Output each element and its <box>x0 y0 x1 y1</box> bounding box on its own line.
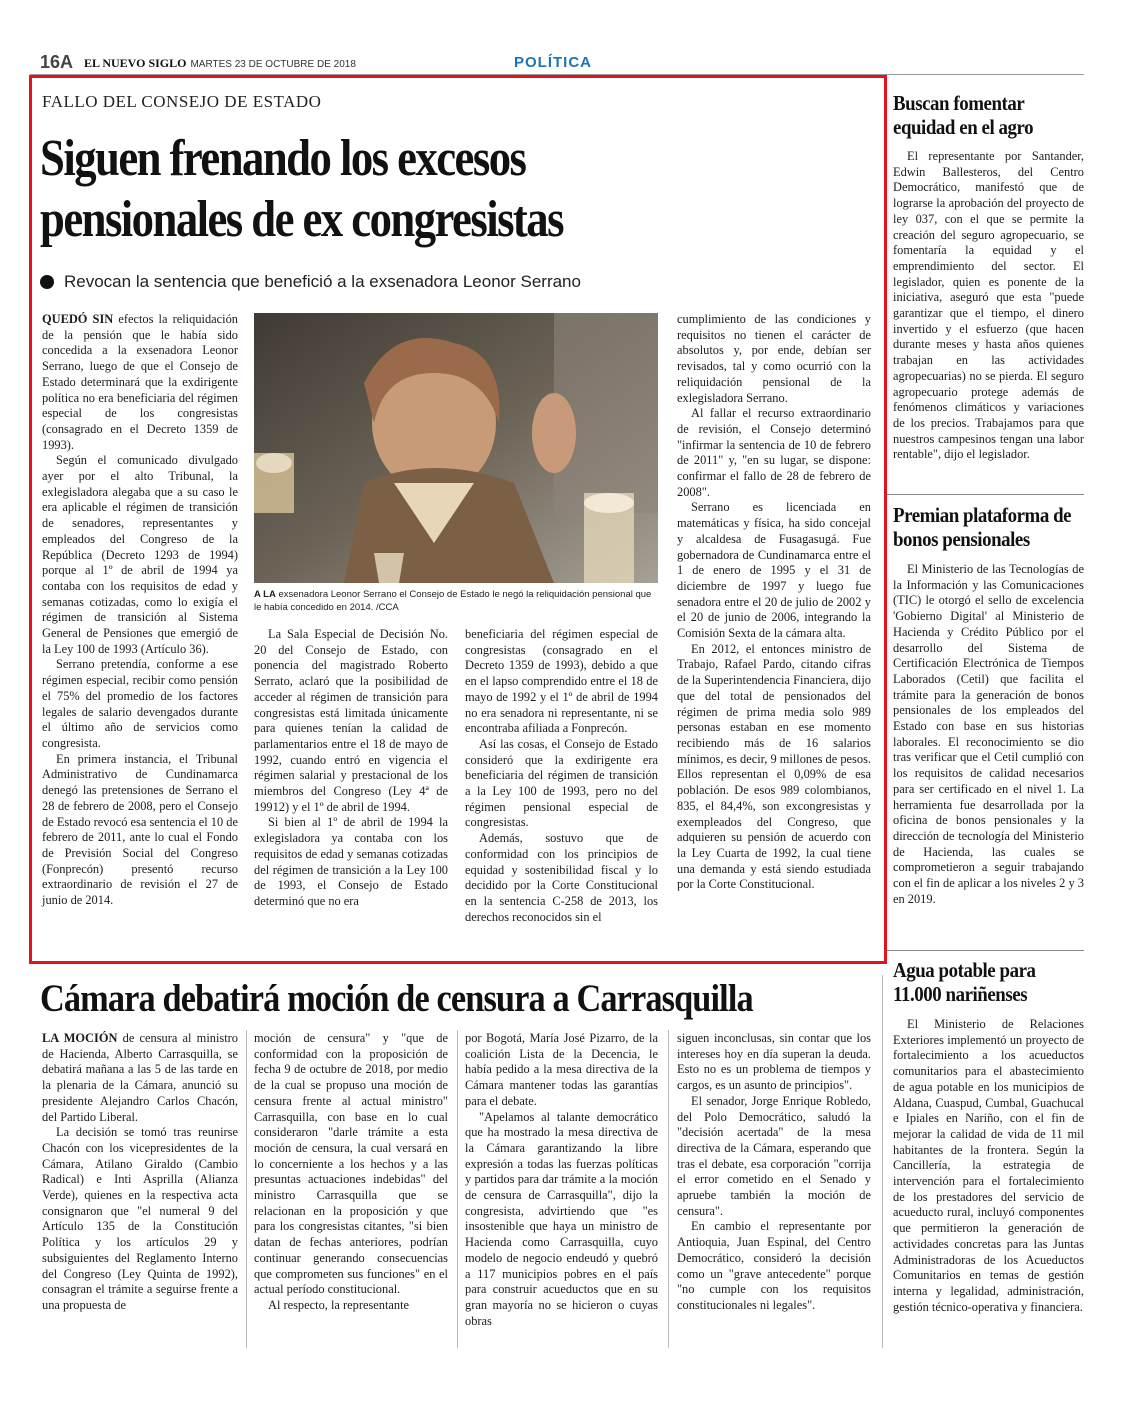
photo-illustration <box>254 313 658 583</box>
paragraph: por Bogotá, María José Pizarro, de la coalición Lista de la Decencia, le había pedido a la mesa directiva de la Cámara mantener todas las garantías para el debate. <box>465 1031 658 1108</box>
column-rule <box>246 1030 247 1348</box>
paragraph: La Sala Especial de Decisión No. 20 del Consejo de Estado, con ponencia del magistrado Roberto Serrato, aclaró que la posibilidad de acceder al régimen de transición para congresistas está limitada únicamente para quienes tenían la calidad de parlamentarios entre el 18 de mayo de 1992, cuando entró en vigencia el régimen salarial y prestacional de los miembros del Congreso (Ley 4ª de 19912) y el 1º de abril de 1994. <box>254 627 448 814</box>
page-header <box>40 52 1084 74</box>
paragraph-text: efectos la reliquidación de la pensión que le había sido concedida a la exsenadora Leonor Serrano, luego de que el Consejo de Estado determinará que la exdirigente política no era beneficiaria del régimen especial de los congresistas (consagrado en el Decreto 1359 de 1993). <box>42 312 238 452</box>
sidebar-title-bonos: Premian plataforma de bonos pensionales <box>893 503 1072 551</box>
paragraph: "Apelamos al talante democrático que ha mostrado la mesa directiva de la Cámara garantizando la libre expresión a todas las fuerzas políticas y partidos para dar trámite a la moción de censura de Carrasquilla", dijo la congresista, advirtiendo que "es insostenible que haya un ministro de Hacienda como Carrasquilla, cuyo modelo de negocio endeudó y quebró a 117 municipios pobres en el país para construir acueductos que en su gran mayoría no se hicieron o cuyas obras <box>465 1109 658 1328</box>
paragraph: El senador, Jorge Enrique Robledo, del Polo Democrático, saludó la "decisión acertada" de la mesa directiva de la Cámara, esperando que tras el debate, esa corporación "corrija el error cometido en el Senado y apruebe también la moción de censura". <box>677 1093 871 1218</box>
caption-lead: A LA <box>254 589 276 600</box>
second-column-2 <box>254 1031 448 1314</box>
paragraph: La decisión se tomó tras reunirse Chacón con los vicepresidentes de la Cámara, Atilano Giraldo (Cambio Radical) e Inti Asprilla (Alianza Verde), quienes en la respectiva acta consignaron que "el numeral 9 del Artículo 135 de la Constitución Política y los artículos 29 y subsiguientes del Reglamento Interno del Congreso (Ley Quinta de 1992), consagran el trámite a seguirse frente a una propuesta de <box>42 1125 238 1312</box>
paragraph <box>42 1031 238 1125</box>
caption-text: exsenadora Leonor Serrano el Consejo de Estado le negó la reliquidación pensional que le había concedido en 2014. /CCA <box>254 589 652 613</box>
headline-line-1: Siguen frenando los excesos <box>40 130 526 187</box>
paragraph: moción de censura" y "que de conformidad con la proposición de fecha 9 de octubre de 2018, por medio de la cual se propuso una moción de censura frente al actual ministro" Carrasquilla, con base en lo cual consideraron "darle trámite a esta moción de censura, la cual versará en lo concerniente a los hechos y a las presuntas actuaciones indebidas" del ministro Carrasquilla que se relacionan en la proposición y que para los congresistas citantes, "si bien datan de fechas anteriores, podrían continuar generando consecuencias que comprometen sus funciones" en el actual período constitucional. <box>254 1031 448 1297</box>
paragraph: Al fallar el recurso extraordinario de revisión, el Consejo determinó "infirmar la sentencia de 10 de febrero de 2011" y, "en su lugar, se dispone: confirmar el fallo de 28 de febrero de 2008". <box>677 406 871 499</box>
article-photo <box>254 313 658 583</box>
paper-title: EL NUEVO SIGLO <box>84 56 187 70</box>
sidebar-title-agro: Buscan fomentar equidad en el agro <box>893 91 1034 139</box>
paragraph: En 2012, el entonces ministro de Trabajo, Rafael Pardo, citando cifras de la Superintendencia Financiera, dijo que del total de pensionados del régimen de prima media solo 989 personas estaban en ese momento recibiendo más de 16 salarios mínimos, es decir, 9 millones de pesos. Ellos representan el 0,09% de esa población. De esos 989 colombianos, 835, el 84,4%, son excongresistas y exempleados del Congreso, que adquieren su pensión de acuerdo con la Ley Cuarta de 1992, la cual tiene una demanda y está siendo estudiada por la Corte Constitucional. <box>677 641 871 892</box>
second-column-4 <box>677 1031 871 1314</box>
paragraph: El representante por Santander, Edwin Ballesteros, del Centro Democrático, manifestó que de lograrse la aprobación del proyecto de ley 037, con el que se permite la creación del seguro agropecuario, se fomentaría la equidad y el emprendimiento del sector. El legislador, quien es ponente de la iniciativa, aseguró que esta "puede garantizar que el tiempo, el dinero invertido y el esfuerzo (que hacen durante meses y hasta años quienes trabajan en las actividades agropecuarias) no se pierda. El seguro agropecuario protege además de fenómenos climáticos y variaciones de los precios. Trabajamos para que nuestros campesinos tengan una labor rentable", dijo el legislador. <box>893 149 1084 462</box>
second-column-1 <box>42 1031 238 1314</box>
paragraph: El Ministerio de Relaciones Exteriores implementó un proyecto de fortalecimiento a los acueductos comunitarios para el abastecimiento de agua potable en los municipios de Aldana, Cuaspud, Cumbal, Guachucal e Ipiales en Nariño, con el fin de mejorar la calidad de vida de 11 mil habitantes de la frontera. Según la Cancillería, la estrategia de intervención para el fortalecimiento de los prestadores del servicio de acueducto rural, incluyó componentes que permitieron la generación de actividades concretas para las Juntas Administradoras de los Acueductos Comunitarios en temas de gestión interna y legalidad, administración, gestión técnico-operativa y financiera. <box>893 1017 1084 1314</box>
paragraph: Al respecto, la representante <box>268 1297 410 1312</box>
column-rule <box>668 1030 669 1348</box>
paragraph: El Ministerio de las Tecnologías de la Información y las Comunicaciones (TIC) le otorgó el sello de excelencia 'Gobierno Digital' al Ministerio de Hacienda y Crédito Público por el desarrollo del Sistema de Certificación Electrónica de Tiempos Laborados (Cetil) que facilita el trámite para la generación de bonos pensionales de los empleados del Estado con base en sus historias laborales. El reconocimiento se dio tras verificar que el Cetil cumplió con los requisitos de calidad necesarios para ser certificado en el nivel 1. La herramienta fue desarrollada por la oficina de bonos pensionales y la dirección de tecnología del Ministerio de Hacienda, las cuales se comprometieron a seguir trabajando con el fin de aplicar a los niveles 2 y 3 en 2019. <box>893 562 1084 906</box>
paragraph: beneficiaria del régimen especial de congresistas (consagrado en el Decreto 1359 de 1993), debido a que en el lapso comprendido entre el 18 de mayo de 1992 y el 1º de abril de 1994 no era senadora ni representante, ni se encontraba afiliada a Fonprecón. <box>465 627 658 736</box>
article-subtitle-row <box>40 272 581 292</box>
paragraph: En cambio el representante por Antioquia, Juan Espinal, del Centro Democrático, consideró la decisión como un "grave antecedente" porque "no cumple con los requisitos constitucionales ni legales". <box>677 1219 871 1312</box>
paragraph: cumplimiento de las condiciones y requisitos no tienen el carácter de absolutos y, por ende, debían ser revisados, tal y como ocurrió con la reliquidación pensional de la exlegisladora Serrano. <box>677 312 871 405</box>
sidebar-divider <box>887 494 1084 495</box>
bullet-icon <box>40 275 54 289</box>
paragraph: Serrano pretendía, conforme a ese régimen especial, recibir como pensión el 75% del promedio de los factores legales de salario devengados durante el último año de servicios como congresista. <box>42 657 238 750</box>
paragraph: Serrano es licenciada en matemáticas y física, ha sido concejal y alcaldesa de Fusagasugá. Fue gobernadora de Cundinamarca entre el 1 de enero de 1995 y el 31 de diciembre de 1997 y luego fue senadora entre el 20 de julio de 2002 y el 20 de junio de 2006, integrando la Comisión Sexta de la cámara alta. <box>677 500 871 641</box>
page-number: 16A <box>40 52 74 72</box>
paragraph: Además, sostuvo que de conformidad con los principios de equidad y sostenibilidad fiscal y lo decidido por la Corte Constitucional en la sentencia C-258 de 2013, los derechos reconocidos sin el <box>465 831 658 924</box>
paragraph-text: de censura al ministro de Hacienda, Alberto Carrasquilla, se debatirá mañana a las 5 de las tarde en la plenaria de la Cámara, anunció su presidente Alejandro Carlos Chacón, del Partido Liberal. <box>42 1031 238 1124</box>
photo-caption <box>254 589 658 614</box>
lead-words: LA MOCIÓN <box>42 1031 118 1045</box>
article-column-1 <box>42 312 238 909</box>
second-column-3 <box>465 1031 658 1329</box>
sidebar-title-agua: Agua potable para 11.000 nariñenses <box>893 958 1036 1006</box>
sidebar-text-bonos <box>893 562 1084 907</box>
article-column-4 <box>677 312 871 893</box>
sidebar-divider <box>887 950 1084 951</box>
second-headline: Cámara debatirá moción de censura a Carrasquilla <box>40 977 753 1020</box>
headline-line-2: pensionales de ex congresistas <box>40 191 563 248</box>
paragraph: En primera instancia, el Tribunal Administrativo de Cundinamarca denegó las pretensiones de Serrano el 28 de febrero de 2008, pero el Consejo de Estado revocó esa sentencia el 10 de febrero de 2011, ante lo cual el Fondo de Previsión Social del Congreso (Fonprecón) presentó recurso extraordinario de revisión el 27 de junio de 2014. <box>42 751 238 908</box>
article-headline <box>40 128 754 250</box>
sidebar-text-agua <box>893 1017 1084 1315</box>
article-column-2 <box>254 627 448 910</box>
column-rule <box>457 1030 458 1348</box>
paragraph: Según el comunicado divulgado ayer por el alto Tribunal, la exlegisladora alegaba que a su caso le era aplicable el régimen de transición de senadores, representantes y empleados del Congreso de la República (Decreto 1293 de 1994) porque al 1º de abril de 1994 ya contaba con los requisitos de edad y semanas cotizadas, como lo exigía el régimen de transición al Sistema General de Pensiones que emergió de la Ley 100 de 1993 (Artículo 36). <box>42 453 238 656</box>
edition-date: MARTES 23 DE OCTUBRE DE 2018 <box>190 59 356 70</box>
column-rule <box>882 975 883 1348</box>
article-kicker: FALLO DEL CONSEJO DE ESTADO <box>42 92 322 111</box>
section-label: POLÍTICA <box>514 54 592 71</box>
article-subtitle: Revocan la sentencia que benefició a la exsenadora Leonor Serrano <box>64 272 581 291</box>
paragraph: siguen inconclusas, sin contar que los intereses hoy en día superan la deuda. Esto no es un problema de tiempos y cargos, es un asunto de principios". <box>677 1031 871 1093</box>
lead-words: QUEDÓ SIN <box>42 312 114 326</box>
sidebar-text-agro <box>893 149 1084 463</box>
paragraph <box>42 312 238 453</box>
paragraph: Si bien al 1º de abril de 1994 la exlegisladora ya contaba con los requisitos de edad y semanas cotizadas del régimen de transición a la Ley 100 de 1993, el Consejo de Estado determinó que no era <box>254 815 448 908</box>
newspaper-name <box>84 56 356 71</box>
article-column-3 <box>465 627 658 925</box>
paragraph: Así las cosas, el Consejo de Estado consideró que la exdirigente era beneficiaria del régimen de transición a la Ley 100 de 1993, pero no del régimen pensional especial de congresistas. <box>465 736 658 830</box>
